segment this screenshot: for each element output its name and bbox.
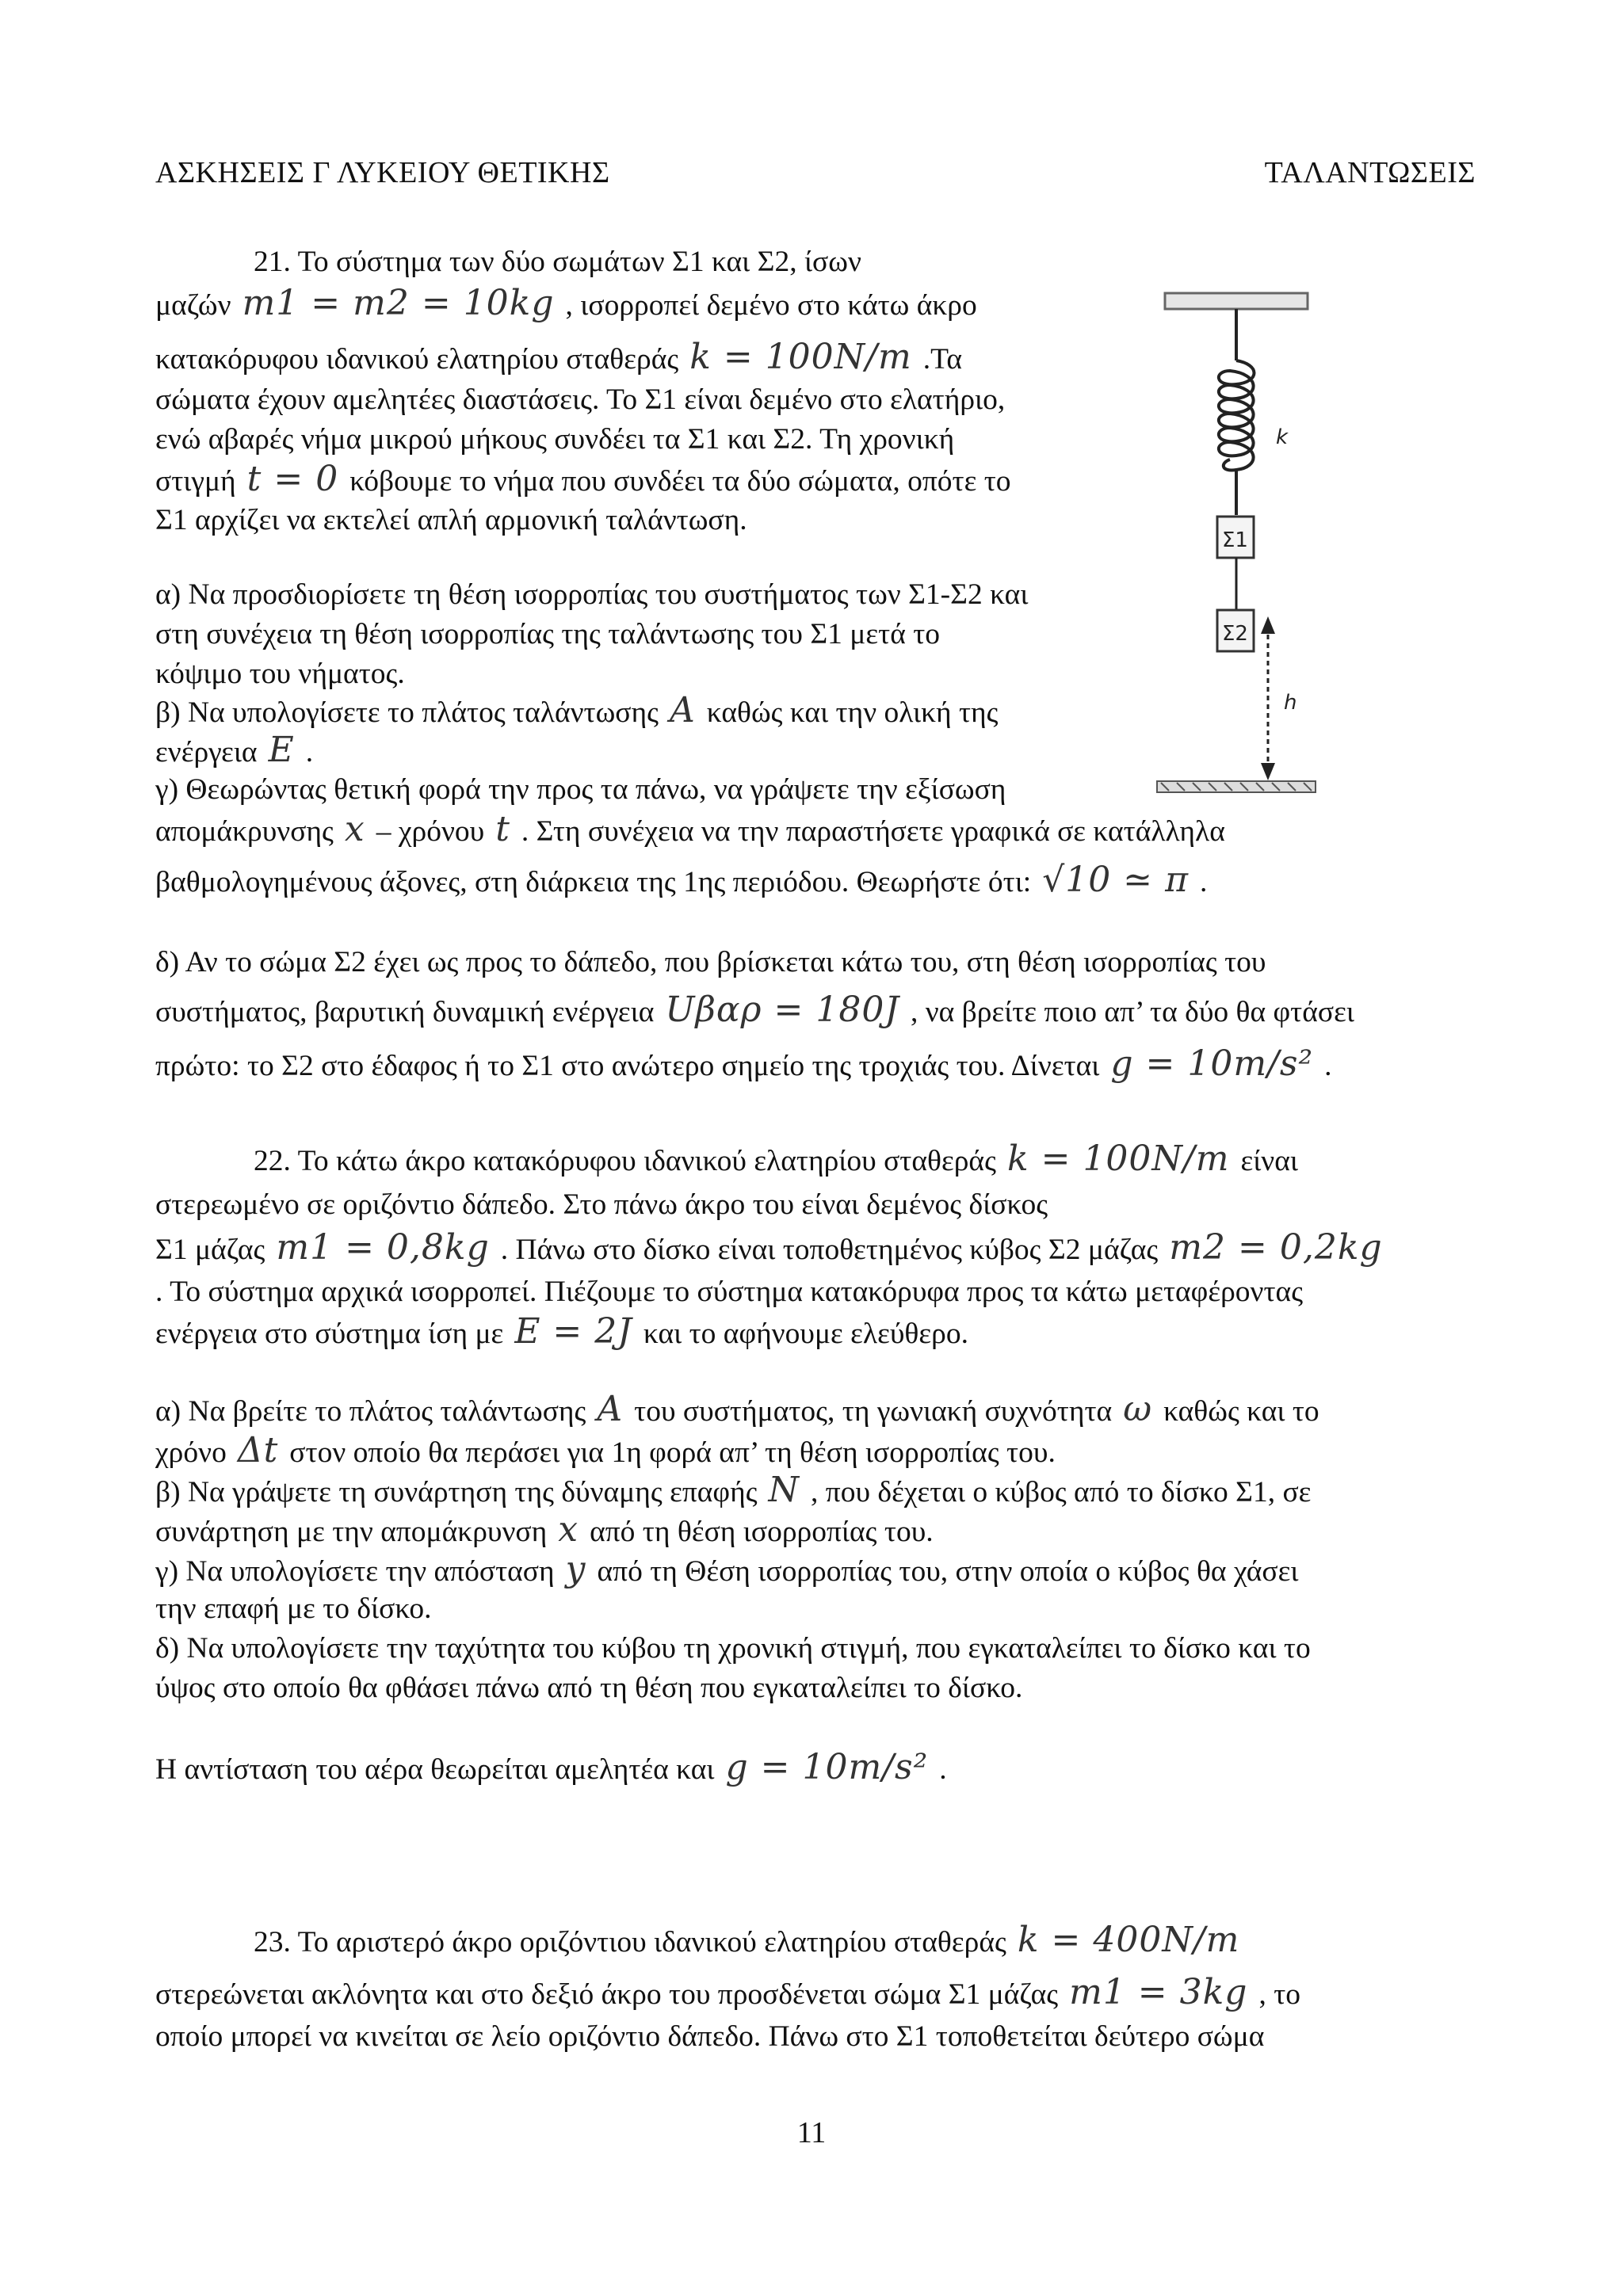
ex21-line-4: σώματα έχουν αμελητέες διαστάσεις. Το Σ1 είναι δεμένο στο ελατήριο, — [155, 383, 1006, 416]
ex22-a-1: α) Να βρείτε το πλάτος ταλάντωσης A του συστήματος, τη γωνιακή συχνότητα ω καθώς και το — [155, 1389, 1319, 1429]
math-E22: E = 2J — [514, 1311, 632, 1352]
ex23-line-2: στερεώνεται ακλόνητα και στο δεξιό άκρο του προσδένεται σώμα Σ1 μάζας m1 = 3kg , το — [155, 1972, 1301, 2012]
math-t0: t = 0 — [246, 459, 339, 499]
math-x22: x — [558, 1509, 579, 1550]
ex22-line-5: ενέργεια στο σύστημα ίση με E = 2J και το αφήνουμε ελεύθερο. — [155, 1311, 968, 1352]
ex22-d-1: δ) Να υπολογίσετε την ταχύτητα του κύβου τη χρονική στιγμή, που εγκαταλείπει το δίσκο και το — [155, 1632, 1311, 1665]
math-A: A — [669, 690, 696, 730]
ex22-a-2: χρόνο Δt στον οποίο θα περάσει για 1η φορά απ’ τη θέση ισορροπίας του. — [155, 1430, 1056, 1470]
ex22-e-1: Η αντίσταση του αέρα θεωρείται αμελητέα και g = 10m/s² . — [155, 1747, 947, 1787]
body-s2-label: Σ2 — [1222, 622, 1248, 646]
math-t: t — [495, 809, 510, 849]
math-y: y — [565, 1549, 586, 1589]
ex21-a-1: α) Να προσδιορίσετε τη θέση ισορροπίας του συστήματος των Σ1-Σ2 και — [155, 578, 1029, 611]
ex22-c-1: γ) Να υπολογίσετε την απόσταση y από τη Θέση ισορροπίας του, στην οποία ο κύβος θα χάσει — [155, 1549, 1299, 1589]
math-k: k = 100N/m — [689, 337, 912, 377]
ex21-c-3: βαθμολογημένους άξονες, στη διάρκεια της 1ης περιόδου. Θεωρήστε ότι: √10 ≃ π . — [155, 860, 1208, 900]
math-U: Uβαρ = 180J — [665, 990, 899, 1030]
ex21-line-1: 21. Το σύστημα των δύο σωμάτων Σ1 και Σ2, ίσων — [254, 246, 861, 278]
math-omega: ω — [1123, 1389, 1153, 1429]
math-x: x — [344, 809, 365, 849]
math-m1-23: m1 = 3kg — [1069, 1972, 1248, 2012]
header-right: ΤΑΛΑΝΤΩΣΕΙΣ — [1264, 156, 1476, 189]
ex22-line-3: Σ1 μάζας m1 = 0,8kg . Πάνω στο δίσκο είναι τοποθετημένος κύβος Σ2 μάζας m2 = 0,2kg — [155, 1227, 1383, 1268]
math-A22: A — [597, 1389, 624, 1429]
ex21-line-3: κατακόρυφου ιδανικού ελατηρίου σταθεράς k = 100N/m .Τα — [155, 337, 963, 377]
math-mass: m1 = m2 = 10kg — [242, 283, 555, 323]
ex21-line-5: ενώ αβαρές νήμα μικρού μήκους συνδέει τα Σ1 και Σ2. Τη χρονική — [155, 423, 955, 456]
ex21-a-2: στη συνέχεια τη θέση ισορροπίας της ταλάντωσης του Σ1 μετά το — [155, 618, 941, 650]
ex22-line-4: . Το σύστημα αρχικά ισορροπεί. Πιέζουμε το σύστημα κατακόρυφα προς τα κάτω μεταφέροντας — [155, 1276, 1304, 1308]
page-number: 11 — [796, 2116, 827, 2149]
ex22-line-2: στερεωμένο σε οριζόντιο δάπεδο. Στο πάνω άκρο του είναι δεμένος δίσκος — [155, 1188, 1048, 1221]
ex21-c-2: απομάκρυνσης x – χρόνου t . Στη συνέχεια να την παραστήσετε γραφικά σε κατάλληλα — [155, 809, 1225, 849]
ex22-b-1: β) Να γράψετε τη συνάρτηση της δύναμης επαφής N , που δέχεται ο κύβος από το δίσκο Σ1, σε — [155, 1470, 1312, 1510]
ex21-line-7: Σ1 αρχίζει να εκτελεί απλή αρμονική ταλάντωση. — [155, 504, 747, 536]
spring-figure — [1141, 285, 1331, 808]
ex21-d-3: πρώτο: το Σ2 στο έδαφος ή το Σ1 στο ανώτερο σημείο της τροχιάς του. Δίνεται g = 10m/s² . — [155, 1043, 1332, 1084]
ex21-b-1: β) Να υπολογίσετε το πλάτος ταλάντωσης A καθώς και την ολική της — [155, 690, 999, 730]
ex23-line-1: 23. Το αριστερό άκρο οριζόντιου ιδανικού ελατηρίου σταθεράς k = 400N/m — [254, 1920, 1240, 1960]
spring-label: k — [1276, 425, 1289, 449]
ex21-d-2: συστήματος, βαρυτική δυναμική ενέργεια Uβαρ = 180J , να βρείτε ποιο απ’ τα δύο θα φτάσει — [155, 990, 1354, 1030]
math-sqrt10: √10 ≃ π — [1042, 860, 1190, 900]
math-N: N — [768, 1470, 800, 1510]
math-k23: k = 400N/m — [1017, 1920, 1240, 1960]
header-left: ΑΣΚΗΣΕΙΣ Γ ΛΥΚΕΙΟΥ ΘΕΤΙΚΗΣ — [155, 156, 610, 189]
math-k22: k = 100N/m — [1006, 1138, 1230, 1179]
spring-coil — [1219, 360, 1254, 470]
ex22-c-2: την επαφή με το δίσκο. — [155, 1592, 432, 1625]
math-dt: Δt — [237, 1430, 279, 1470]
math-m1: m1 = 0,8kg — [276, 1227, 490, 1268]
math-g: g = 10m/s² — [1110, 1043, 1314, 1084]
ex21-c-1: γ) Θεωρώντας θετική φορά την προς τα πάνω, να γράψετε την εξίσωση — [155, 773, 1006, 806]
ex21-a-3: κόψιμο του νήματος. — [155, 658, 405, 690]
ex21-line-6: στιγμή t = 0 κόβουμε το νήμα που συνδέει τα δύο σώματα, οπότε το — [155, 459, 1011, 499]
ex21-line-2: μαζών m1 = m2 = 10kg , ισορροπεί δεμένο στο κάτω άκρο — [155, 283, 977, 323]
ex23-line-3: οποίο μπορεί να κινείται σε λείο οριζόντιο δάπεδο. Πάνω στο Σ1 τοποθετείται δεύτερο σώμα — [155, 2020, 1265, 2053]
ex21-d-1: δ) Αν το σώμα Σ2 έχει ως προς το δάπεδο, που βρίσκεται κάτω του, στη θέση ισορροπίας του — [155, 946, 1266, 978]
ex21-b-2: ενέργεια E . — [155, 730, 314, 770]
ex22-d-2: ύψος στο οποίο θα φθάσει πάνω από τη θέση που εγκαταλείπει το δίσκο. — [155, 1672, 1023, 1704]
ex22-b-2: συνάρτηση με την απομάκρυνση x από τη θέση ισορροπίας του. — [155, 1509, 934, 1550]
ex22-line-1: 22. Το κάτω άκρο κατακόρυφου ιδανικού ελατηρίου σταθεράς k = 100N/m είναι — [254, 1138, 1298, 1179]
math-E: E — [268, 730, 295, 770]
math-g22: g = 10m/s² — [725, 1747, 929, 1787]
body-s1-label: Σ1 — [1222, 528, 1248, 552]
ceiling-support — [1165, 293, 1308, 309]
height-label: h — [1284, 691, 1297, 715]
math-m2: m2 = 0,2kg — [1169, 1227, 1383, 1268]
